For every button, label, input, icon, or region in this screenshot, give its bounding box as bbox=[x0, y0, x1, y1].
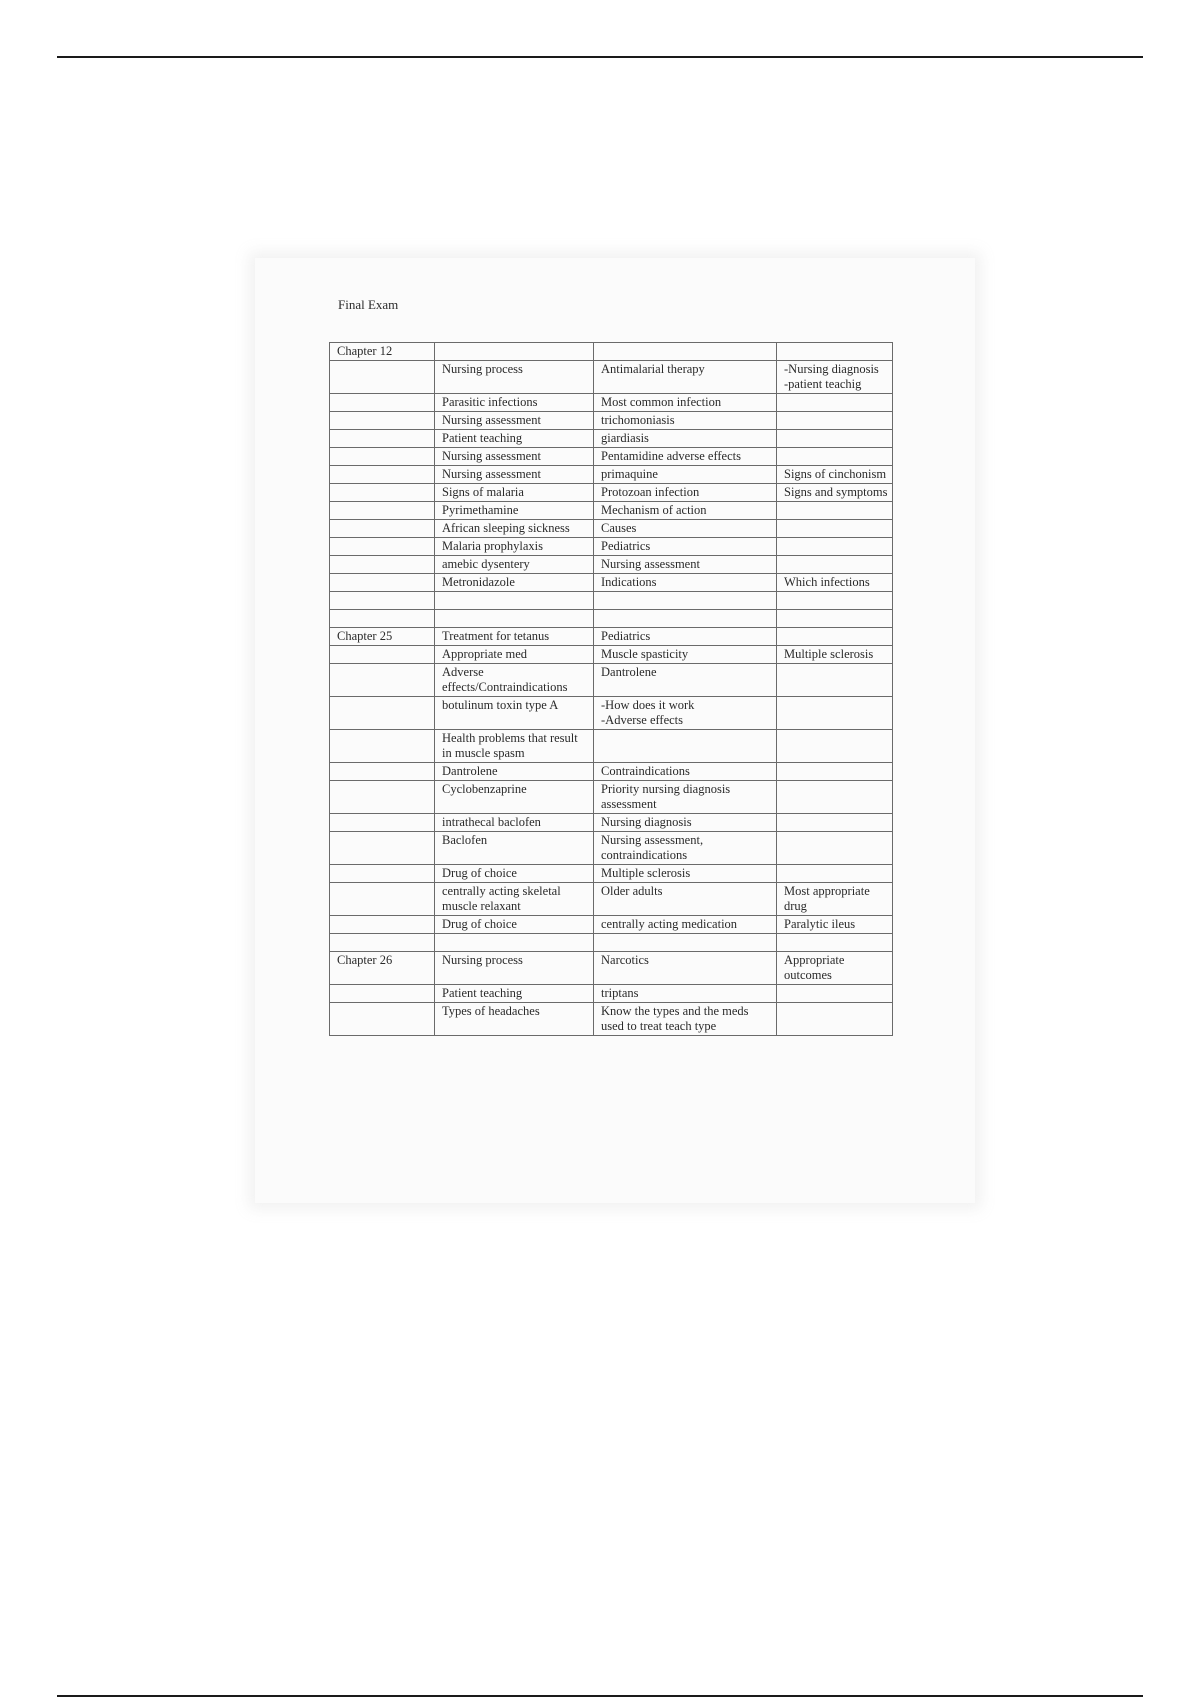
topic-cell: centrally acting skeletal muscle relaxant bbox=[435, 883, 594, 916]
topic-cell: Drug of choice bbox=[435, 865, 594, 883]
topic-cell: Know the types and the meds used to treat teach type bbox=[594, 1003, 777, 1036]
table-row bbox=[330, 343, 893, 361]
topic-cell: Most appropriate drug bbox=[777, 883, 893, 916]
table-row bbox=[330, 832, 893, 865]
topic-cell: Pediatrics bbox=[594, 538, 777, 556]
chapter-cell bbox=[330, 502, 435, 520]
table-row bbox=[330, 448, 893, 466]
topic-cell bbox=[777, 538, 893, 556]
table-row bbox=[330, 628, 893, 646]
topic-cell: Patient teaching bbox=[435, 430, 594, 448]
topic-cell: Protozoan infection bbox=[594, 484, 777, 502]
chapter-cell bbox=[330, 1003, 435, 1036]
chapter-cell: Chapter 26 bbox=[330, 952, 435, 985]
chapter-cell: Chapter 25 bbox=[330, 628, 435, 646]
chapter-cell bbox=[330, 394, 435, 412]
chapter-cell bbox=[330, 697, 435, 730]
topic-cell: trichomoniasis bbox=[594, 412, 777, 430]
chapter-cell bbox=[330, 865, 435, 883]
table-row bbox=[330, 466, 893, 484]
chapter-cell bbox=[330, 664, 435, 697]
topic-cell: Pediatrics bbox=[594, 628, 777, 646]
table-row bbox=[330, 592, 893, 610]
topic-cell: Malaria prophylaxis bbox=[435, 538, 594, 556]
topic-cell: African sleeping sickness bbox=[435, 520, 594, 538]
topic-cell: Health problems that result in muscle spasm bbox=[435, 730, 594, 763]
topic-cell: Metronidazole bbox=[435, 574, 594, 592]
chapter-cell bbox=[330, 763, 435, 781]
table-row bbox=[330, 814, 893, 832]
topic-cell: intrathecal baclofen bbox=[435, 814, 594, 832]
topic-cell bbox=[777, 664, 893, 697]
chapter-cell bbox=[330, 646, 435, 664]
topic-cell: Nursing assessment bbox=[594, 556, 777, 574]
chapter-cell bbox=[330, 448, 435, 466]
table-row bbox=[330, 664, 893, 697]
table-row bbox=[330, 394, 893, 412]
table-row bbox=[330, 883, 893, 916]
chapter-cell bbox=[330, 538, 435, 556]
topic-cell: amebic dysentery bbox=[435, 556, 594, 574]
topic-cell bbox=[777, 343, 893, 361]
chapter-cell bbox=[330, 574, 435, 592]
topic-cell bbox=[777, 730, 893, 763]
topic-cell bbox=[777, 763, 893, 781]
topic-cell: giardiasis bbox=[594, 430, 777, 448]
topic-cell bbox=[777, 628, 893, 646]
topic-cell: botulinum toxin type A bbox=[435, 697, 594, 730]
table-row bbox=[330, 865, 893, 883]
topic-cell bbox=[777, 934, 893, 952]
table-row bbox=[330, 361, 893, 394]
chapter-cell bbox=[330, 610, 435, 628]
topic-cell bbox=[777, 1003, 893, 1036]
topic-cell bbox=[777, 394, 893, 412]
topic-cell: Contraindications bbox=[594, 763, 777, 781]
footer-rule bbox=[57, 1695, 1143, 1697]
chapter-cell bbox=[330, 730, 435, 763]
table-row bbox=[330, 520, 893, 538]
chapter-cell bbox=[330, 781, 435, 814]
topic-cell: Pyrimethamine bbox=[435, 502, 594, 520]
topic-cell: Signs of malaria bbox=[435, 484, 594, 502]
topic-cell: primaquine bbox=[594, 466, 777, 484]
topic-cell bbox=[777, 502, 893, 520]
topic-cell bbox=[594, 343, 777, 361]
topic-cell: Baclofen bbox=[435, 832, 594, 865]
topic-cell: triptans bbox=[594, 985, 777, 1003]
exam-table-body bbox=[330, 343, 893, 1036]
topic-cell bbox=[777, 865, 893, 883]
table-row bbox=[330, 412, 893, 430]
chapter-cell bbox=[330, 916, 435, 934]
table-row bbox=[330, 916, 893, 934]
table-row bbox=[330, 934, 893, 952]
topic-cell: Signs of cinchonism bbox=[777, 466, 893, 484]
table-row bbox=[330, 538, 893, 556]
topic-cell: Which infections bbox=[777, 574, 893, 592]
table-row bbox=[330, 574, 893, 592]
topic-cell bbox=[777, 412, 893, 430]
topic-cell bbox=[594, 592, 777, 610]
topic-cell: Adverse effects/Contraindications bbox=[435, 664, 594, 697]
chapter-cell bbox=[330, 934, 435, 952]
topic-cell: Multiple sclerosis bbox=[594, 865, 777, 883]
chapter-cell bbox=[330, 361, 435, 394]
topic-cell: Paralytic ileus bbox=[777, 916, 893, 934]
topic-cell: Parasitic infections bbox=[435, 394, 594, 412]
topic-cell bbox=[777, 448, 893, 466]
topic-cell bbox=[594, 730, 777, 763]
chapter-cell bbox=[330, 556, 435, 574]
topic-cell: Appropriate med bbox=[435, 646, 594, 664]
table-row bbox=[330, 484, 893, 502]
table-row bbox=[330, 781, 893, 814]
topic-cell: Cyclobenzaprine bbox=[435, 781, 594, 814]
topic-cell: Antimalarial therapy bbox=[594, 361, 777, 394]
document-title: Final Exam bbox=[338, 297, 399, 312]
topic-cell: Dantrolene bbox=[435, 763, 594, 781]
topic-cell: Nursing diagnosis bbox=[594, 814, 777, 832]
topic-cell: Nursing assessment bbox=[435, 448, 594, 466]
topic-cell: Appropriate outcomes bbox=[777, 952, 893, 985]
table-row bbox=[330, 430, 893, 448]
topic-cell: Priority nursing diagnosis assessment bbox=[594, 781, 777, 814]
table-row bbox=[330, 646, 893, 664]
table-row bbox=[330, 730, 893, 763]
topic-cell: centrally acting medication bbox=[594, 916, 777, 934]
topic-cell: Mechanism of action bbox=[594, 502, 777, 520]
topic-cell: -How does it work -Adverse effects bbox=[594, 697, 777, 730]
topic-cell bbox=[435, 343, 594, 361]
topic-cell: Most common infection bbox=[594, 394, 777, 412]
topic-cell bbox=[594, 610, 777, 628]
topic-cell: Narcotics bbox=[594, 952, 777, 985]
topic-cell bbox=[435, 592, 594, 610]
topic-cell: Types of headaches bbox=[435, 1003, 594, 1036]
topic-cell: Nursing process bbox=[435, 952, 594, 985]
topic-cell bbox=[777, 814, 893, 832]
header-rule bbox=[57, 56, 1143, 58]
table-row bbox=[330, 502, 893, 520]
table-row bbox=[330, 763, 893, 781]
topic-cell bbox=[777, 520, 893, 538]
topic-cell bbox=[777, 610, 893, 628]
topic-cell: Signs and symptoms bbox=[777, 484, 893, 502]
chapter-cell bbox=[330, 592, 435, 610]
topic-cell: Indications bbox=[594, 574, 777, 592]
topic-cell: Causes bbox=[594, 520, 777, 538]
topic-cell: Muscle spasticity bbox=[594, 646, 777, 664]
topic-cell bbox=[777, 556, 893, 574]
chapter-cell bbox=[330, 985, 435, 1003]
topic-cell: Multiple sclerosis bbox=[777, 646, 893, 664]
topic-cell bbox=[777, 697, 893, 730]
exam-topics-table bbox=[329, 342, 893, 1036]
topic-cell: Nursing assessment bbox=[435, 466, 594, 484]
chapter-cell bbox=[330, 484, 435, 502]
topic-cell bbox=[777, 985, 893, 1003]
table-row bbox=[330, 697, 893, 730]
topic-cell bbox=[435, 610, 594, 628]
topic-cell: Nursing process bbox=[435, 361, 594, 394]
table-row bbox=[330, 952, 893, 985]
chapter-cell bbox=[330, 430, 435, 448]
table-row bbox=[330, 610, 893, 628]
topic-cell: Nursing assessment bbox=[435, 412, 594, 430]
topic-cell bbox=[435, 934, 594, 952]
topic-cell bbox=[777, 430, 893, 448]
topic-cell: Pentamidine adverse effects bbox=[594, 448, 777, 466]
chapter-cell: Chapter 12 bbox=[330, 343, 435, 361]
table-row bbox=[330, 985, 893, 1003]
chapter-cell bbox=[330, 412, 435, 430]
table-row bbox=[330, 556, 893, 574]
table-row bbox=[330, 1003, 893, 1036]
topic-cell bbox=[594, 934, 777, 952]
topic-cell: Nursing assessment, contraindications bbox=[594, 832, 777, 865]
topic-cell: Drug of choice bbox=[435, 916, 594, 934]
chapter-cell bbox=[330, 520, 435, 538]
topic-cell: -Nursing diagnosis -patient teachig bbox=[777, 361, 893, 394]
chapter-cell bbox=[330, 832, 435, 865]
chapter-cell bbox=[330, 883, 435, 916]
topic-cell: Older adults bbox=[594, 883, 777, 916]
chapter-cell bbox=[330, 814, 435, 832]
topic-cell bbox=[777, 781, 893, 814]
topic-cell: Dantrolene bbox=[594, 664, 777, 697]
topic-cell bbox=[777, 592, 893, 610]
topic-cell bbox=[777, 832, 893, 865]
topic-cell: Patient teaching bbox=[435, 985, 594, 1003]
topic-cell: Treatment for tetanus bbox=[435, 628, 594, 646]
chapter-cell bbox=[330, 466, 435, 484]
